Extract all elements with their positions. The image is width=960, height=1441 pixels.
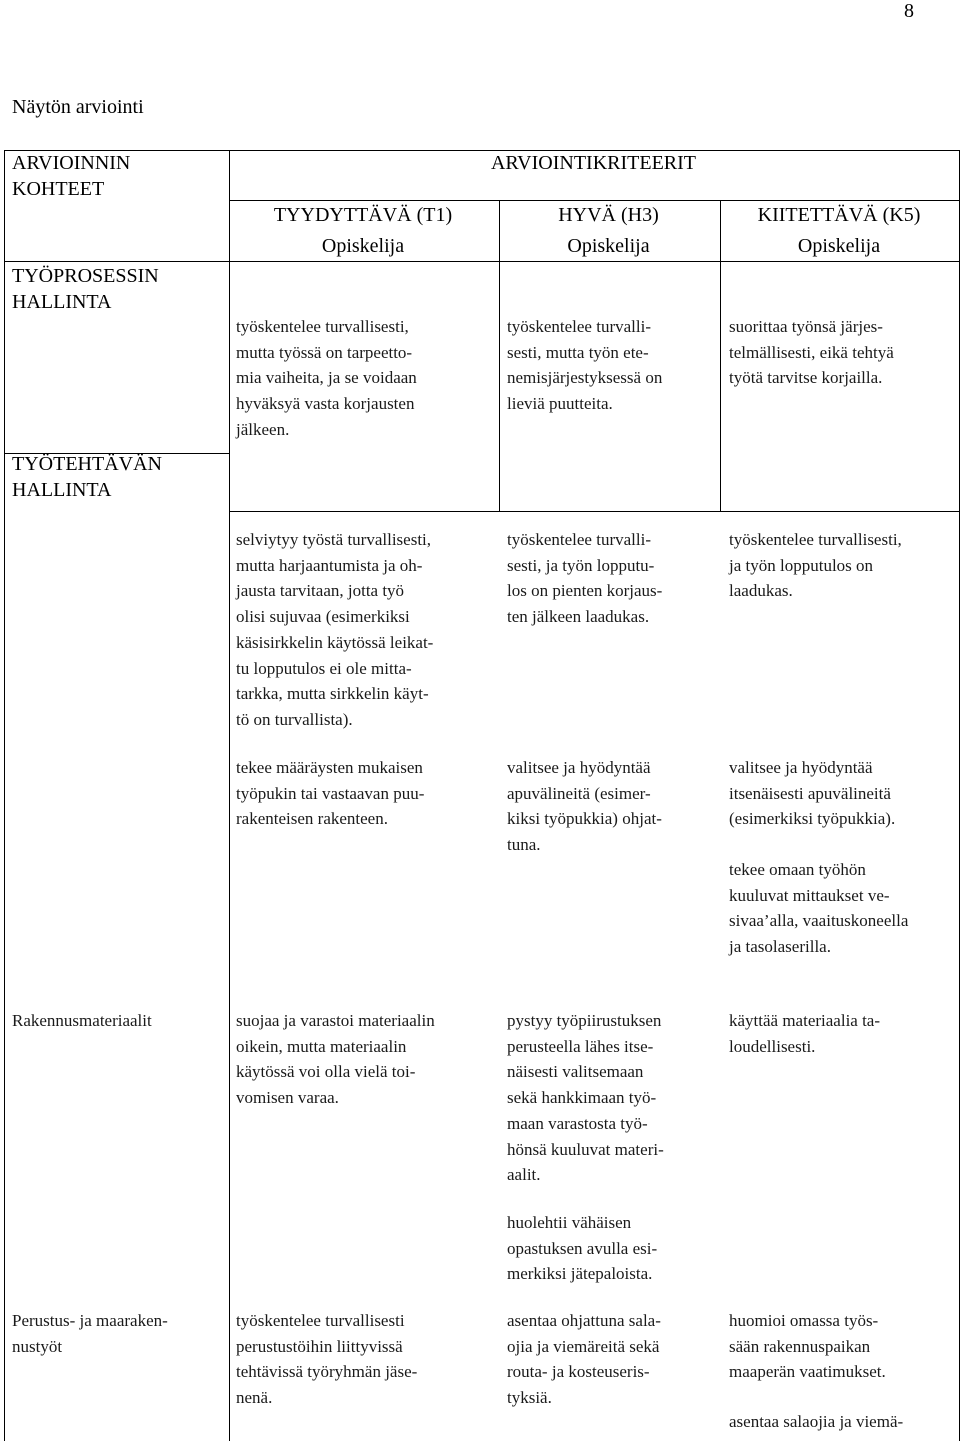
level-t1-name: TYYDYTTÄVÄ (T1) — [273, 204, 453, 226]
criteria-r3-k5-b: tekee omaan työhön kuuluvat mittaukset ve- sivaa’alla, vaaituskoneella ja tasolaserilla. — [729, 860, 909, 957]
criteria-r3-h3: valitsee ja hyödyntää apuvälineitä (esimer- kiksi työpukkia) ohjat- tuna. — [507, 758, 662, 855]
column-divider-1 — [229, 151, 230, 1441]
criteria-r4-k5: käyttää materiaalia ta- loudellisesti. — [729, 1011, 881, 1056]
criteria-r2-k5: työskentelee turvallisesti, ja työn lopputulos on laadukas. — [729, 530, 902, 601]
criteria-header: ARVIOINTIKRITEERIT — [490, 152, 697, 174]
level-h3-name: HYVÄ (H3) — [558, 204, 659, 226]
criteria-r2-h3: työskentelee turvalli- sesti, ja työn lopputu- los on pienten korjaus- ten jälkeen laadukas. — [507, 530, 663, 627]
level-h3-subject: Opiskelija — [567, 235, 650, 257]
header-divider — [229, 200, 960, 201]
criteria-r5-h3: asentaa ohjattuna sala- ojia ja viemäreitä sekä routa- ja kosteuseris- tyksiä. — [507, 1311, 661, 1408]
level-header-divider — [5, 261, 960, 262]
criteria-r1-t1: työskentelee turvallisesti, mutta työssä on tarpeetto- mia vaiheita, ja se voidaan hyväksyä vasta korjausten jälkeen. — [236, 317, 417, 439]
criteria-r5-k5-b: asentaa salaojia ja viemä- — [729, 1412, 904, 1431]
criteria-r3-t1: tekee määräysten mukaisen työpukin tai vastaavan puu- rakenteisen rakenteen. — [236, 758, 425, 829]
criteria-r3-k5-a: valitsee ja hyödyntää itsenäisesti apuvälineitä (esimerkiksi työpukkia). — [729, 758, 896, 829]
criteria-r1-h3: työskentelee turvalli- sesti, mutta työn ete- nemisjärjestyksessä on lieviä puutteita. — [507, 317, 663, 414]
criteria-r5-k5-a: huomioi omassa työs- sään rakennuspaikan maaperän vaatimukset. — [729, 1311, 886, 1382]
criteria-r4-h3-a: pystyy työpiirustuksen perusteella lähes itse- näisesti valitsemaan sekä hankkimaan työ- maan varastosta työ- hönsä kuuluvat materi- aalit. — [507, 1011, 664, 1185]
criteria-r4-h3-b: huolehtii vähäisen opastuksen avulla esi- merkiksi jätepaloista. — [507, 1213, 658, 1284]
row-divider-2 — [229, 511, 960, 512]
target-building-materials: Rakennusmateriaalit — [12, 1011, 152, 1030]
target-foundation-works: Perustus- ja maaraken- nustyöt — [12, 1311, 168, 1356]
criteria-r4-t1: suojaa ja varastoi materiaalin oikein, mutta materiaalin käytössä voi olla vielä toi- vomisen varaa. — [236, 1011, 435, 1108]
level-k5-subject: Opiskelija — [797, 235, 881, 257]
targets-header: ARVIOINNIN KOHTEET — [12, 152, 131, 200]
level-k5-name: KIITETTÄVÄ (K5) — [757, 204, 921, 226]
criteria-r1-k5: suorittaa työnsä järjes- telmällisesti, eikä tehtyä työtä tarvitse korjailla. — [729, 317, 894, 388]
page-number: 8 — [904, 0, 914, 22]
section-title: Näytön arviointi — [12, 96, 144, 118]
criteria-r2-t1: selviytyy työstä turvallisesti, mutta harjaantumista ja oh- jausta tarvitaan, jotta työ olisi sujuvaa (esimerkiksi käsisirkkelin käytössä leikat- tu lopputulos ei ole mitta- tarkka, mutta sirkkelin käyt- tö on turvallista). — [236, 530, 434, 729]
level-t1-subject: Opiskelija — [321, 235, 405, 257]
criteria-r5-t1: työskentelee turvallisesti perustustöihin liittyvissä tehtävissä työryhmän jäse- nenä. — [236, 1311, 418, 1408]
target-work-task: TYÖTEHTÄVÄN HALLINTA — [12, 453, 162, 501]
target-work-process: TYÖPROSESSIN HALLINTA — [12, 265, 159, 313]
